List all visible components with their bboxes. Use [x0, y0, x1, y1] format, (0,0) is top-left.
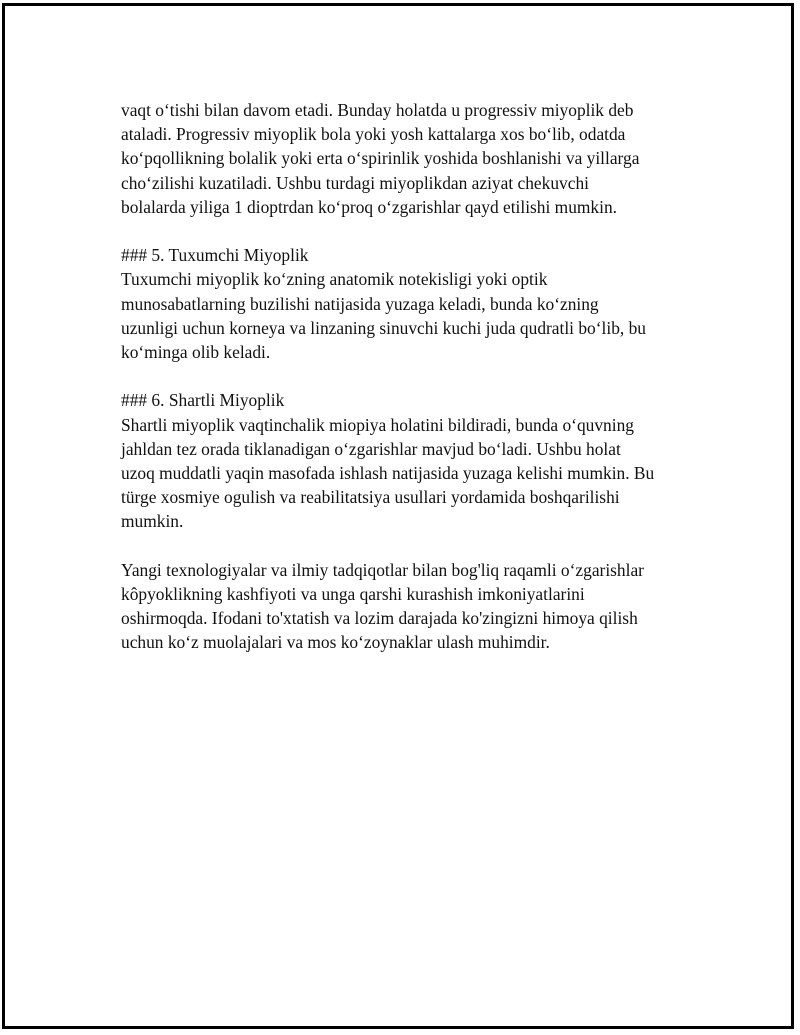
text-line: oshirmoqda. Ifodani to'xtatish va lozim darajada ko'zingizni himoya qilish — [121, 608, 638, 629]
text-line: munosabatlarning buzilishi natijasida yuzaga keladi, bunda ko‘zning — [121, 293, 599, 314]
text-line: cho‘zilishi kuzatiladi. Ushbu turdagi miyoplikdan aziyat chekuvchi — [121, 172, 589, 193]
text-line: vaqt o‘tishi bilan davom etadi. Bunday holatda u progressiv miyoplik deb — [121, 100, 634, 120]
text-line: ko‘pqollikning bolalik yoki erta o‘spirinlik yoshida boshlanishi va yillarga — [121, 148, 640, 169]
paragraph-conclusion — [121, 558, 701, 655]
text-line: ataladi. Progressiv miyoplik bola yoki yosh kattalarga xos bo‘lib, odatda — [121, 124, 626, 145]
text-line: uzunligi uchun korneya va linzaning sinuvchi kuchi juda qudratli bo‘lib, bu — [121, 317, 646, 338]
text-line: uchun ko‘z muolajalari va mos ko‘zoynaklar ulash muhimdir. — [121, 632, 550, 653]
text-line: ko‘minga olib keladi. — [121, 342, 271, 363]
section-5-heading: ### 5. Tuxumchi Miyoplik — [121, 245, 309, 266]
text-line: mumkin. — [121, 511, 184, 532]
document-body — [121, 98, 701, 679]
text-line: Tuxumchi miyoplik ko‘zning anatomik notekisligi yoki optik — [121, 269, 548, 290]
text-line: Shartli miyoplik vaqtinchalik miopiya holatini bildiradi, bunda o‘quvning — [121, 414, 634, 435]
text-line: uzoq muddatli yaqin masofada ishlash natijasida yuzaga kelishi mumkin. Bu — [121, 463, 655, 484]
text-line: türge xosmiye ogulish va reabilitatsiya usullari yordamida boshqarilishi — [121, 487, 620, 508]
page-frame — [2, 3, 794, 1029]
text-line: jahldan tez orada tiklanadigan o‘zgarishlar mavjud bo‘ladi. Ushbu holat — [121, 438, 621, 459]
text-line: kôpyoklikning kashfiyoti va unga qarshi kurashish imkoniyatlarini — [121, 584, 585, 605]
section-6 — [121, 388, 701, 533]
text-line: bolalarda yiliga 1 dioptrdan ko‘proq o‘zgarishlar qayd etilishi mumkin. — [121, 196, 617, 217]
section-5 — [121, 243, 701, 364]
section-6-heading: ### 6. Shartli Miyoplik — [121, 390, 285, 411]
text-line: Yangi texnologiyalar va ilmiy tadqiqotlar bilan bog'liq raqamli o‘zgarishlar — [121, 559, 644, 580]
paragraph-progressive-myopia-continuation — [121, 98, 701, 219]
